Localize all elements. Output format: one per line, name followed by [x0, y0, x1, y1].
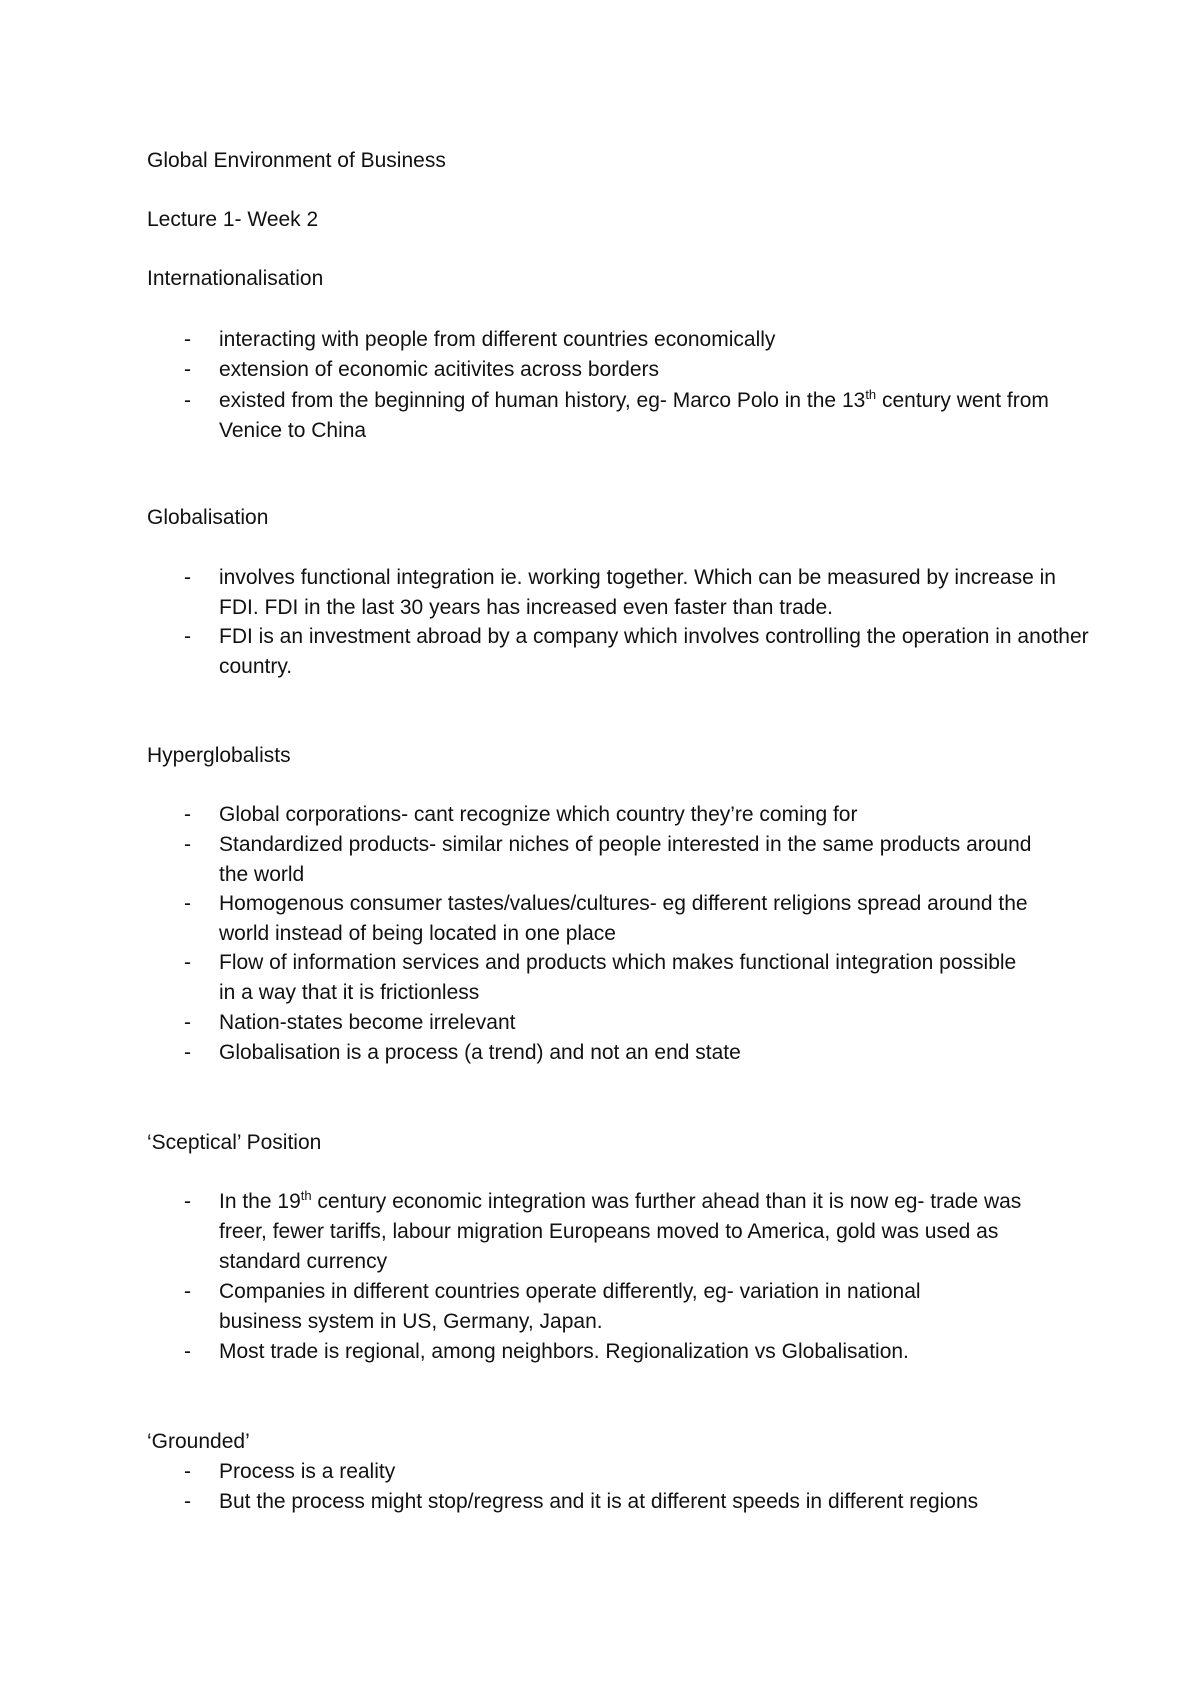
- bullet-dash: -: [184, 1490, 191, 1513]
- bullet-dash: -: [184, 892, 191, 915]
- document-title: Global Environment of Business: [147, 149, 446, 172]
- bullet-dash: -: [184, 1011, 191, 1034]
- list-item: involves functional integration ie. working together. Which can be measured by increase in FDI. FDI in the last 30 years has increased even faster than trade.: [219, 566, 1056, 619]
- document-subtitle: Lecture 1- Week 2: [147, 208, 319, 231]
- section-heading-hyperglobalists: Hyperglobalists: [147, 744, 291, 767]
- bullet-dash: -: [184, 803, 191, 826]
- bullet-dash: -: [184, 1340, 191, 1363]
- bullet-dash: -: [184, 1460, 191, 1483]
- bullet-dash: -: [184, 328, 191, 351]
- section-heading-internationalisation: Internationalisation: [147, 267, 324, 290]
- bullet-dash: -: [184, 566, 191, 589]
- list-item: Most trade is regional, among neighbors. Regionalization vs Globalisation.: [219, 1340, 909, 1363]
- list-item: interacting with people from different countries economically: [219, 328, 776, 351]
- list-item: Nation-states become irrelevant: [219, 1011, 516, 1034]
- list-item: Homogenous consumer tastes/values/cultures- eg different religions spread around the world instead of being located in one place: [219, 892, 1028, 945]
- list-item: Standardized products- similar niches of people interested in the same products around the world: [219, 833, 1032, 886]
- list-item: existed from the beginning of human history, eg- Marco Polo in the 13th century went from Venice to China: [219, 387, 1049, 442]
- list-item: FDI is an investment abroad by a company which involves controlling the operation in another country.: [219, 625, 1089, 678]
- list-item: But the process might stop/regress and it is at different speeds in different regions: [219, 1490, 979, 1513]
- list-item: In the 19th century economic integration was further ahead than it is now eg- trade was freer, fewer tariffs, labour migration Europeans moved to America, gold was used as standard currency: [219, 1188, 1022, 1273]
- bullet-dash: -: [184, 951, 191, 974]
- list-item: Global corporations- cant recognize which country they’re coming for: [219, 803, 858, 826]
- list-item: Companies in different countries operate differently, eg- variation in national business system in US, Germany, Japan.: [219, 1280, 921, 1333]
- section-heading-sceptical-position: ‘Sceptical’ Position: [147, 1131, 322, 1154]
- list-item: Flow of information services and products which makes functional integration possible in a way that it is frictionless: [219, 951, 1017, 1004]
- section-heading-globalisation: Globalisation: [147, 506, 269, 529]
- bullet-dash: -: [184, 389, 191, 412]
- bullet-dash: -: [184, 625, 191, 648]
- bullet-dash: -: [184, 358, 191, 381]
- bullet-dash: -: [184, 1280, 191, 1303]
- list-item: Process is a reality: [219, 1460, 396, 1483]
- section-heading-grounded: ‘Grounded’: [147, 1430, 250, 1453]
- list-item: Globalisation is a process (a trend) and not an end state: [219, 1041, 741, 1064]
- list-item: extension of economic acitivites across borders: [219, 358, 660, 381]
- bullet-dash: -: [184, 833, 191, 856]
- bullet-dash: -: [184, 1190, 191, 1213]
- bullet-dash: -: [184, 1041, 191, 1064]
